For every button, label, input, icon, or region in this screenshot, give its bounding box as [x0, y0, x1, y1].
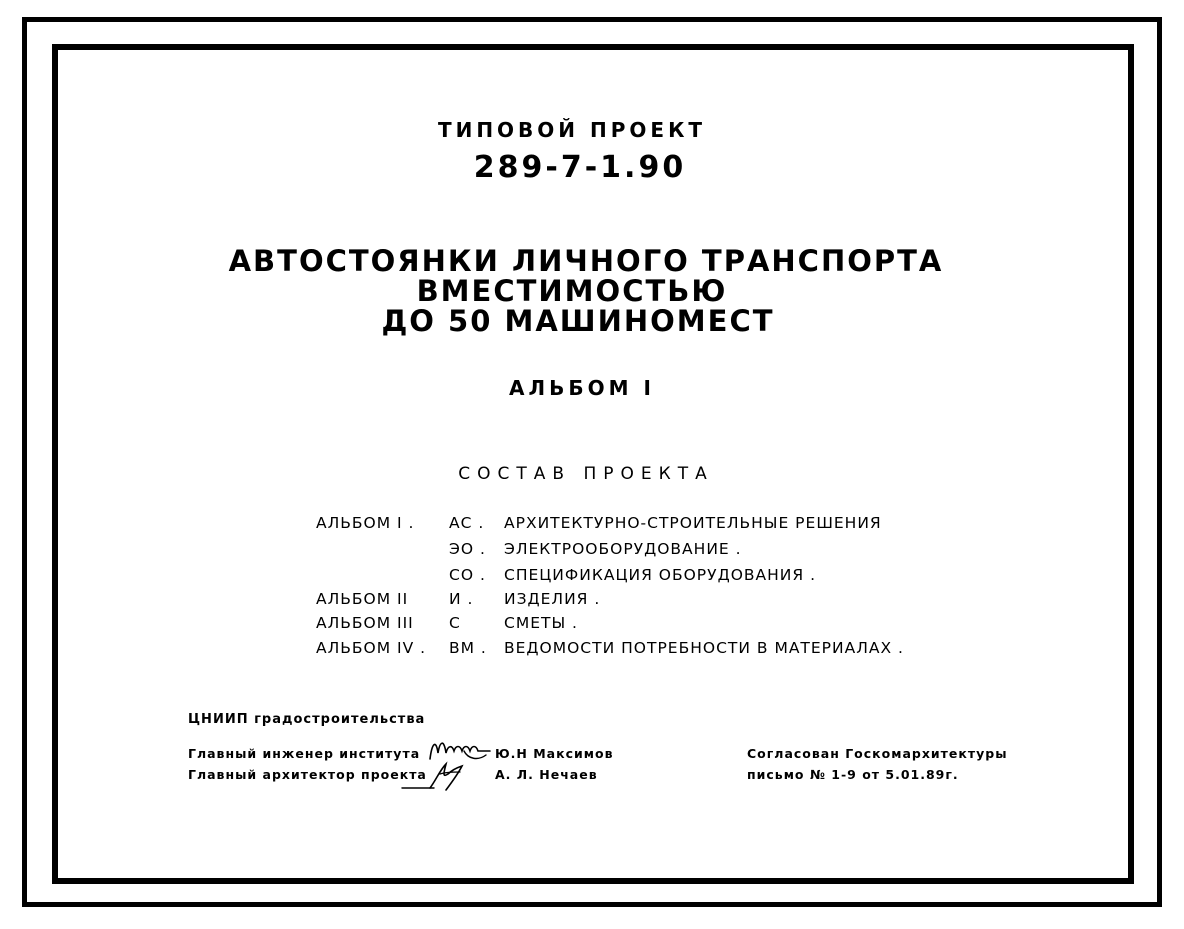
row-3-description: СПЕЦИФИКАЦИЯ ОБОРУДОВАНИЯ .: [504, 566, 817, 584]
chief-engineer-name: Ю.Н Максимов: [495, 746, 614, 761]
signature-nechaev: [400, 758, 470, 794]
row-1-description: АРХИТЕКТУРНО-СТРОИТЕЛЬНЫЕ РЕШЕНИЯ: [504, 514, 882, 532]
chief-architect-role: Главный архитектор проекта: [188, 767, 427, 782]
approval-line-2: письмо № 1-9 от 5.01.89г.: [747, 767, 959, 782]
chief-engineer-role: Главный инженер института: [188, 746, 421, 761]
row-6-description: ВЕДОМОСТИ ПОТРЕБНОСТИ В МАТЕРИАЛАХ .: [504, 639, 904, 657]
title-line-2: ВМЕСТИМОСТЬЮ: [416, 274, 728, 308]
row-4-description: ИЗДЕЛИЯ .: [504, 590, 601, 608]
album-label: АЛЬБОМ I: [509, 376, 655, 400]
row-2-description: ЭЛЕКТРООБОРУДОВАНИЕ .: [504, 540, 742, 558]
row-6-album: АЛЬБОМ IV .: [316, 639, 427, 657]
title-line-3: ДО 50 МАШИНОМЕСТ: [381, 304, 775, 338]
title-line-1: АВТОСТОЯНКИ ЛИЧНОГО ТРАНСПОРТА: [228, 244, 944, 278]
row-5-album: АЛЬБОМ III: [316, 614, 414, 632]
row-4-code: И .: [449, 590, 474, 608]
institute-name: ЦНИИП градостроительства: [188, 712, 426, 727]
row-5-code: С: [449, 614, 461, 632]
composition-heading: СОСТАВ ПРОЕКТА: [458, 464, 714, 484]
row-5-description: СМЕТЫ .: [504, 614, 578, 632]
row-2-code: ЭО .: [449, 540, 486, 558]
row-1-code: АС .: [449, 514, 485, 532]
row-4-album: АЛЬБОМ II: [316, 590, 409, 608]
row-3-code: СО .: [449, 566, 486, 584]
approval-line-1: Согласован Госкомархитектуры: [747, 746, 1008, 761]
chief-architect-name: А. Л. Нечаев: [495, 767, 598, 782]
project-type: ТИПОВОЙ ПРОЕКТ: [437, 118, 707, 142]
project-number: 289-7-1.90: [473, 150, 687, 185]
row-1-album: АЛЬБОМ I .: [316, 514, 415, 532]
row-6-code: ВМ .: [449, 639, 487, 657]
